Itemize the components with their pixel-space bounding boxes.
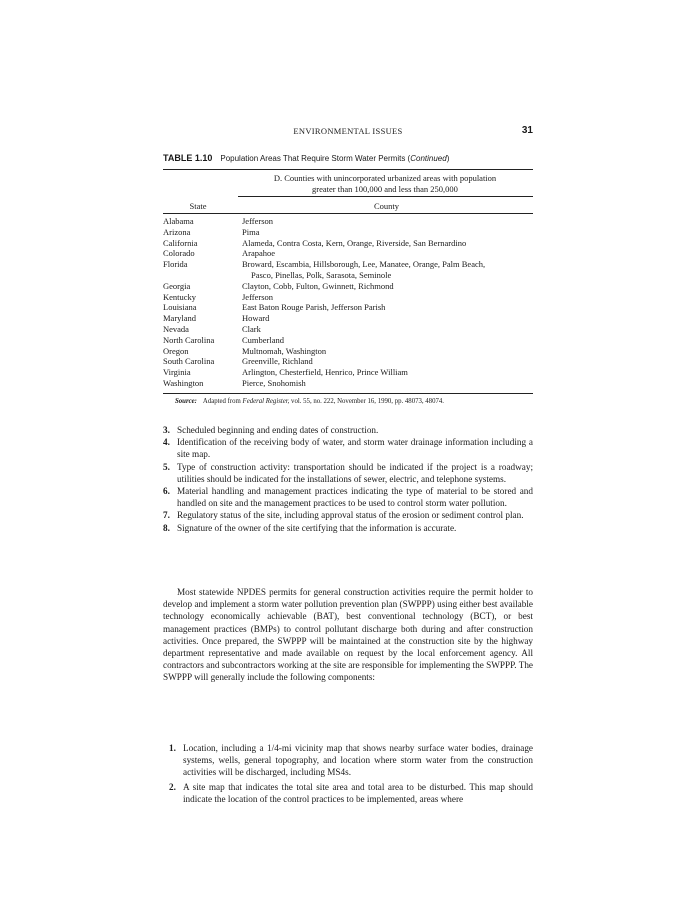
column-header-state: State [189,201,207,211]
table-row [163,281,533,292]
county-cell: Alameda, Contra Costa, Kern, Orange, Riverside, San Bernardino [242,237,467,248]
table-row [163,335,533,346]
running-head [163,126,533,140]
list-item [163,436,533,460]
state-cell: Georgia [163,280,191,291]
county-cell: Clark [242,323,261,334]
state-cell: Maryland [163,313,197,324]
table-row [163,292,533,303]
state-cell: Arizona [163,226,191,237]
state-cell: Alabama [163,216,194,226]
state-cell: Oregon [163,345,189,356]
page-number: 31 [521,125,533,136]
table-row [163,216,533,227]
list-item [163,522,533,534]
county-cell: Multnomah, Washington [242,345,327,356]
county-cell: Howard [242,313,270,324]
table-row [163,259,533,281]
list-item-number: 1. [169,743,176,753]
list-item [163,742,533,779]
state-cell: North Carolina [163,334,215,345]
state-cell: Louisiana [163,302,197,313]
table-row [163,227,533,238]
numbered-list-requirements [163,424,533,534]
list-item-text: Type of construction activity: transportation should be indicated if the project is a roadway; utilities should be indicated for the installations of sewer, electric, and telephone systems. [177,461,533,484]
group-heading-rule [238,196,533,197]
list-item-number: 7. [163,510,170,521]
source-label: Source: [175,398,197,405]
table-row [163,367,533,378]
table-row [163,313,533,324]
county-cell: Clayton, Cobb, Fulton, Gwinnett, Richmond [242,280,394,291]
state-cell: Florida [163,259,188,270]
table-label: TABLE 1.10 [163,153,213,163]
group-heading-line-2: greater than 100,000 and less than 250,000 [312,183,458,194]
list-item [163,509,533,521]
county-cell: Arapahoe [242,248,276,259]
list-item-text: Signature of the owner of the site certifying that the information is accurate. [177,522,457,533]
state-cell: Nevada [163,323,189,334]
list-item [163,781,533,805]
list-item-number: 5. [163,461,170,472]
county-cell: Pima [242,226,260,237]
county-cell: Cumberland [242,334,285,345]
list-item-number: 6. [163,486,170,497]
column-header-county: County [373,201,400,211]
table-bottom-rule [163,393,533,394]
table-caption [163,153,449,163]
list-item-text: Regulatory status of the site, including approval status of the erosion or sediment control plan. [177,510,524,521]
table-row [163,238,533,249]
group-heading-line-1: D. Counties with unincorporated urbanized areas with population [273,173,497,183]
table-row [163,248,533,259]
list-item [163,424,533,436]
table-header-rule [163,213,533,214]
table-row [163,324,533,335]
list-item [163,461,533,485]
county-cell: Pierce, Snohomish [242,377,306,388]
table-top-rule [163,169,533,170]
table-caption-text: Population Areas That Require Storm Water Permits (Continued) [220,154,450,163]
list-item-text: Location, including a 1/4-mi vicinity map that shows nearby surface water bodies, drainage systems, wells, general topography, and location where storm water from the construction activities will be discharged, including MS4s. [183,743,533,778]
list-item-number: 4. [163,437,170,448]
list-item-number: 2. [169,781,176,792]
body-paragraph: Most statewide NPDES permits for general construction activities require the permit holder to develop and implement a storm water pollution prevention plan (SWPPP) using either best available technology economically achievable (BAT), best conventional technology (BCT), or best management practices (BMPs) to control pollutant discharge both during and after construction activities. Once prepared, the SWPPP will be maintained at the construction site by the highway department representative and made available on request by the local enforcement agency. All contractors and subcontractors working at the site are responsible for implementing the SWPPP. The SWPPP will generally include the following components: [163,587,533,683]
list-item-number: 3. [163,425,170,435]
table-source-note: Source: Adapted from Federal Register, vol. 55, no. 222, November 16, 1990, pp. 48073, 48074. [175,398,444,405]
state-cell: Washington [163,377,204,388]
state-cell: Colorado [163,248,195,259]
state-cell: Virginia [163,367,191,378]
county-cell: Greenville, Richland [242,356,313,367]
county-cell: Arlington, Chesterfield, Henrico, Prince William [242,367,408,378]
table-body [163,216,533,389]
list-item-text: Identification of the receiving body of water, and storm water drainage information including a site map. [177,437,533,460]
list-item-text: A site map that indicates the total site area and total area to be disturbed. This map should indicate the location of the control practices to be implemented, areas where [183,781,533,804]
table-row [163,356,533,367]
county-cell: Jefferson [242,291,273,302]
numbered-list-swppp-components [163,742,533,807]
list-item-text: Material handling and management practices indicating the type of material to be stored and handled on site and the management practices to be used to control storm water pollution. [177,486,533,509]
table-row [163,378,533,389]
list-item-number: 8. [163,522,170,533]
list-item [163,485,533,509]
county-cell: Jefferson [242,216,273,226]
county-cell: Broward, Escambia, Hillsborough, Lee, Manatee, Orange, Palm Beach, Pasco, Pinellas, Polk, Sarasota, Seminole [242,259,486,280]
state-cell: South Carolina [163,356,215,367]
table-row [163,302,533,313]
table-row [163,346,533,357]
running-head-title: ENVIRONMENTAL ISSUES [293,126,403,136]
state-cell: California [163,237,198,248]
state-cell: Kentucky [163,291,197,302]
list-item-text: Scheduled beginning and ending dates of construction. [177,425,379,435]
county-cell: East Baton Rouge Parish, Jefferson Parish [242,302,386,313]
table-group-heading [240,173,530,194]
